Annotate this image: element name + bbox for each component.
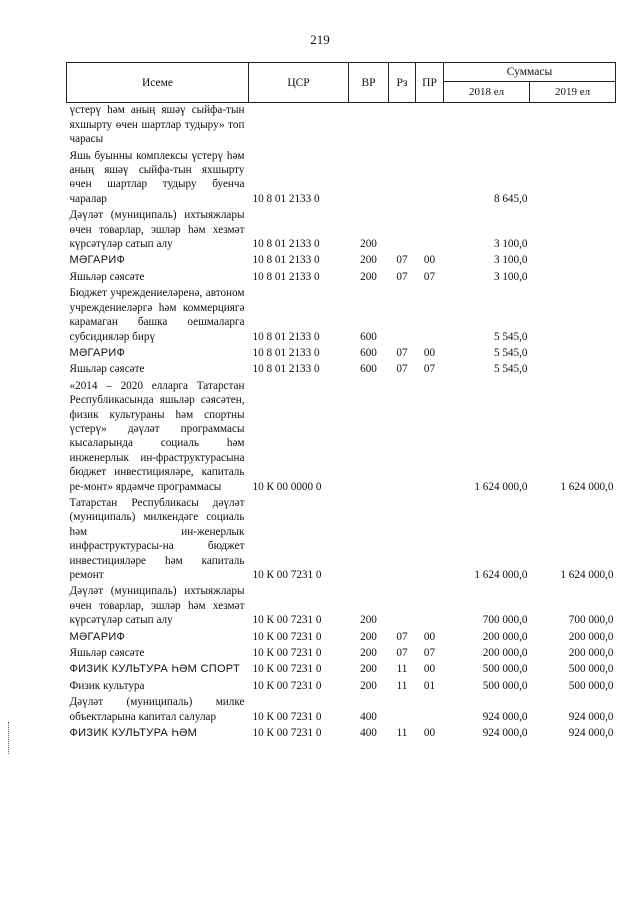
cell-vr: 200 <box>360 614 377 627</box>
cell-y1: 500 000,0 <box>482 679 528 692</box>
cell-pr <box>416 379 444 496</box>
cell-name: Дәүләт (муниципаль) ихтыяжлары өчен товарлар, эшләр һәм хезмәт күрсәтүләр сатып алу <box>69 209 245 251</box>
table-row <box>67 662 616 678</box>
cell-name: «2014 – 2020 елларга Татарстан Республикасында яшьләр сәясәтен, физик культураны һәм спортны үстерү» дәүләт программасы кысаларында социаль һәм инженерлык ин-фраструктурасына бюджет инвестицияләре, капиталь ре-монт» ярдәмче программасы <box>69 379 245 493</box>
cell-y1: 5 545,0 <box>493 363 528 376</box>
header-pr: ПР <box>416 63 444 103</box>
margin-mark <box>8 722 11 754</box>
cell-name: Дәүләт (муниципаль) ихтыяжлары өчен товарлар, эшләр һәм хезмәт күрсәтүләр сатып алу <box>69 585 245 627</box>
table-header <box>67 63 616 103</box>
table-row <box>67 695 616 726</box>
cell-rz: 11 <box>396 663 408 676</box>
header-vr: ВР <box>349 63 389 103</box>
header-year-2018: 2018 ел <box>444 82 530 103</box>
cell-rz: 07 <box>396 630 408 643</box>
cell-vr: 200 <box>360 663 377 676</box>
cell-name: МӘГАРИФ <box>69 254 126 267</box>
cell-name: Яшьләр сәясәте <box>69 363 145 376</box>
cell-name: Бюджет учреждениеләренә, автоном учреждениеләргә һәм коммерциягә карамаган башка оешмаларга субсидияләр бирү <box>69 287 245 343</box>
cell-y2 <box>530 103 616 149</box>
cell-rz <box>389 286 416 346</box>
cell-rz <box>389 379 416 496</box>
cell-rz: 07 <box>396 647 408 660</box>
table-body <box>67 103 616 743</box>
table-row <box>67 286 616 346</box>
cell-pr <box>416 286 444 346</box>
table-row <box>67 630 616 646</box>
cell-name: МӘГАРИФ <box>69 630 126 643</box>
cell-name: МӘГАРИФ <box>69 346 126 359</box>
cell-csr: 10 К 00 7231 0 <box>252 647 322 660</box>
cell-csr: 10 8 01 2133 0 <box>252 346 320 359</box>
table-row <box>67 726 616 742</box>
cell-vr: 600 <box>360 330 377 343</box>
cell-y2: 500 000,0 <box>568 679 614 692</box>
cell-pr: 00 <box>423 254 436 267</box>
cell-rz <box>389 149 416 209</box>
cell-y1: 924 000,0 <box>482 710 528 723</box>
table-row <box>67 584 616 629</box>
cell-vr: 200 <box>360 647 377 660</box>
cell-y1: 3 100,0 <box>493 238 528 251</box>
cell-y2: 500 000,0 <box>568 663 614 676</box>
cell-name: Яшьләр сәясәте <box>69 270 145 283</box>
cell-csr <box>249 103 349 149</box>
cell-rz <box>389 103 416 149</box>
cell-csr: 10 К 00 7231 0 <box>252 710 322 723</box>
cell-y2 <box>530 270 616 286</box>
cell-rz: 07 <box>396 254 408 267</box>
cell-rz: 07 <box>396 363 408 376</box>
cell-csr: 10 8 01 2133 0 <box>252 363 320 376</box>
cell-y2: 700 000,0 <box>568 614 614 627</box>
cell-csr: 10 К 00 7231 0 <box>252 630 322 643</box>
cell-vr: 200 <box>360 270 377 283</box>
cell-y1: 500 000,0 <box>482 663 528 676</box>
cell-y1: 1 624 000,0 <box>474 480 528 493</box>
cell-y1: 700 000,0 <box>482 614 528 627</box>
cell-vr: 600 <box>360 346 377 359</box>
cell-pr: 00 <box>423 727 436 740</box>
cell-name: Дәүләт (муниципаль) милке объектларына капитал салулар <box>69 696 245 723</box>
cell-name: Яшьләр сәясәте <box>69 647 145 660</box>
cell-y1: 5 545,0 <box>493 346 528 359</box>
cell-rz: 07 <box>396 270 408 283</box>
cell-vr: 200 <box>360 630 377 643</box>
cell-rz: 07 <box>396 346 408 359</box>
cell-pr <box>416 496 444 584</box>
cell-rz: 11 <box>396 727 408 740</box>
cell-pr: 07 <box>423 270 436 283</box>
header-year-2019: 2019 ел <box>530 82 616 103</box>
cell-y1: 1 624 000,0 <box>474 569 528 581</box>
table-row <box>67 270 616 286</box>
table-row <box>67 253 616 269</box>
cell-csr: 10 К 00 7231 0 <box>252 679 322 692</box>
cell-y1: 924 000,0 <box>482 727 528 740</box>
cell-csr: 10 К 00 7231 0 <box>252 614 322 627</box>
cell-name: ФИЗИК КУЛЬТУРА ҺӘМ СПОРТ <box>69 663 240 676</box>
cell-y1 <box>444 103 530 149</box>
cell-pr: 07 <box>423 363 436 376</box>
cell-y2 <box>530 286 616 346</box>
cell-rz <box>389 584 416 629</box>
header-name: Исеме <box>67 63 249 103</box>
cell-y1: 3 100,0 <box>493 254 528 267</box>
cell-name: ФИЗИК КУЛЬТУРА ҺӘМ <box>69 727 198 740</box>
page-number: 219 <box>310 32 330 47</box>
cell-y1: 200 000,0 <box>482 647 528 660</box>
cell-csr: 10 8 01 2133 0 <box>252 330 320 343</box>
cell-vr: 200 <box>360 679 377 692</box>
table-row <box>67 496 616 584</box>
cell-y1: 3 100,0 <box>493 270 528 283</box>
cell-vr <box>349 379 389 496</box>
cell-y2 <box>530 208 616 253</box>
cell-pr <box>416 149 444 209</box>
cell-y2: 200 000,0 <box>568 647 614 660</box>
cell-vr: 200 <box>360 254 377 267</box>
cell-y2: 924 000,0 <box>568 727 614 740</box>
cell-pr <box>416 695 444 726</box>
cell-csr: 10 8 01 2133 0 <box>252 254 320 267</box>
cell-csr: 10 8 01 2133 0 <box>252 238 320 251</box>
header-csr: ЦСР <box>249 63 349 103</box>
cell-name: үстерү һәм аның яшәү сыйфа-тын яхшырту өчен шартлар тудыру» топ чарасы <box>69 104 245 146</box>
cell-pr: 00 <box>423 663 436 676</box>
cell-y1: 8 645,0 <box>493 192 528 205</box>
cell-pr: 00 <box>423 630 436 643</box>
cell-rz: 11 <box>396 679 408 692</box>
cell-y2 <box>530 362 616 378</box>
cell-y2: 1 624 000,0 <box>560 480 614 493</box>
table-row <box>67 149 616 209</box>
cell-vr <box>349 103 389 149</box>
cell-csr: 10 8 01 2133 0 <box>252 192 320 205</box>
cell-csr: 10 К 00 7231 0 <box>252 663 322 676</box>
cell-pr: 07 <box>423 647 436 660</box>
cell-y2 <box>530 149 616 209</box>
header-rz: Рз <box>389 63 416 103</box>
cell-pr <box>416 208 444 253</box>
cell-csr: 10 К 00 0000 0 <box>252 480 322 493</box>
table-row <box>67 346 616 362</box>
cell-name: Яшь буынны комплексы үстерү һәм аның яшәү сыйфа-тын яхшырту өчен шартлар тудыру буенча чаралар <box>69 149 245 205</box>
table-row <box>67 379 616 496</box>
cell-y1: 5 545,0 <box>493 330 528 343</box>
cell-pr <box>416 584 444 629</box>
cell-y2: 200 000,0 <box>568 630 614 643</box>
header-sum: Суммасы <box>444 63 616 82</box>
cell-vr: 400 <box>360 727 377 740</box>
cell-vr: 600 <box>360 363 377 376</box>
budget-table <box>66 62 616 742</box>
cell-name: Татарстан Республикасы дәүләт (муниципаль) милкендәге социаль һәм ин-женерлык инфраструктурасы-на бюджет инвестицияләре һәм капиталь ремонт <box>69 496 245 581</box>
cell-pr: 01 <box>423 679 436 692</box>
cell-pr: 00 <box>423 346 436 359</box>
table-row <box>67 208 616 253</box>
table-row <box>67 679 616 695</box>
cell-vr <box>349 149 389 209</box>
cell-y2: 924 000,0 <box>568 710 614 723</box>
cell-rz <box>389 695 416 726</box>
cell-y2: 1 624 000,0 <box>560 569 614 581</box>
cell-csr: 10 К 00 7231 0 <box>252 569 322 581</box>
cell-y1: 200 000,0 <box>482 630 528 643</box>
cell-y2 <box>530 346 616 362</box>
table-row <box>67 646 616 662</box>
cell-rz <box>389 208 416 253</box>
cell-vr <box>349 496 389 584</box>
cell-csr: 10 8 01 2133 0 <box>252 270 320 283</box>
table-row <box>67 362 616 378</box>
cell-rz <box>389 496 416 584</box>
cell-name: Физик культура <box>69 679 145 692</box>
cell-vr: 200 <box>360 238 377 251</box>
cell-csr: 10 К 00 7231 0 <box>252 727 322 740</box>
cell-y2 <box>530 253 616 269</box>
cell-vr: 400 <box>360 710 377 723</box>
cell-pr <box>416 103 444 149</box>
table-row <box>67 103 616 149</box>
